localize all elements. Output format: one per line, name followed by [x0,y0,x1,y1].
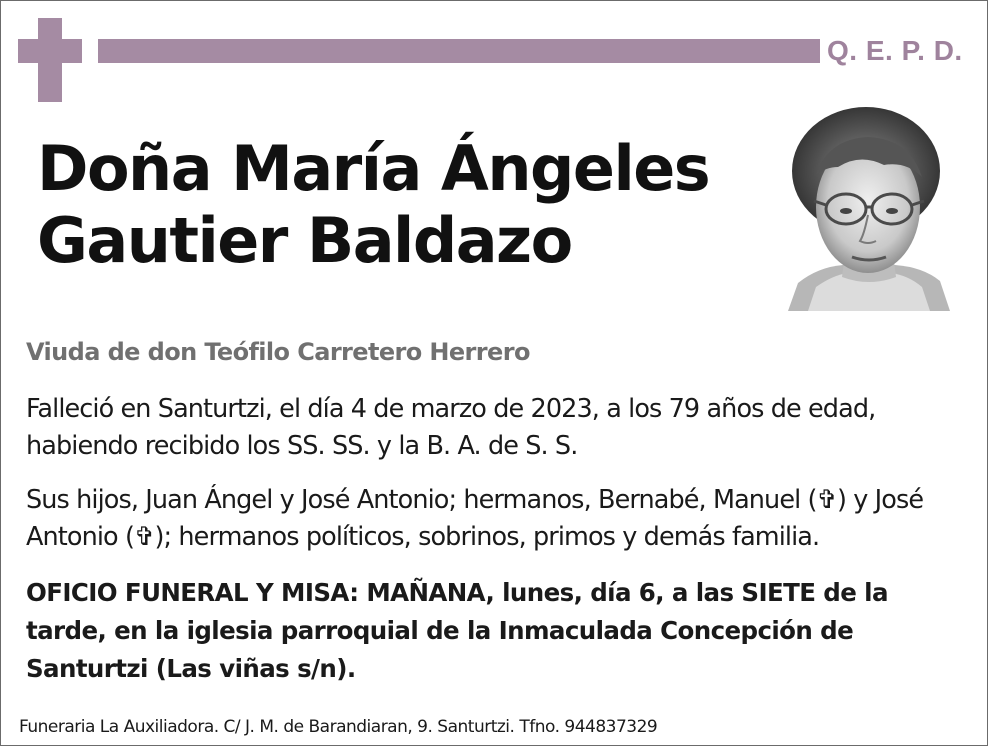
deceased-name-line-2: Gautier Baldazo [37,204,572,277]
family-paragraph: Sus hijos, Juan Ángel y José Antonio; hermanos, Bernabé, Manuel (✞) y José Antonio (✞); hermanos políticos, sobrinos, primos y demás familia. [26,485,924,552]
funeral-service-paragraph: OFICIO FUNERAL Y MISA: MAÑANA, lunes, día 6, a las SIETE de la tarde, en la iglesia parroquial de la Inmaculada Concepción de Santurtzi (Las viñas s/n). [26,578,888,683]
header-divider-bar [98,39,820,63]
deceased-name-line-1: Doña María Ángeles [37,132,710,205]
widow-of-line: Viuda de don Teófilo Carretero Herrero [26,338,530,366]
deceased-name [37,133,777,277]
funeral-home-footer: Funeraria La Auxiliadora. C/ J. M. de Barandiaran, 9. Santurtzi. Tfno. 944837329 [19,717,658,737]
qepd-label: Q. E. P. D. [827,35,963,66]
death-details-paragraph: Falleció en Santurtzi, el día 4 de marzo de 2023, a los 79 años de edad, habiendo recibido los SS. SS. y la B. A. de S. S. [26,394,876,461]
cross-horizontal-bar [18,39,82,63]
portrait-photo [788,105,950,311]
